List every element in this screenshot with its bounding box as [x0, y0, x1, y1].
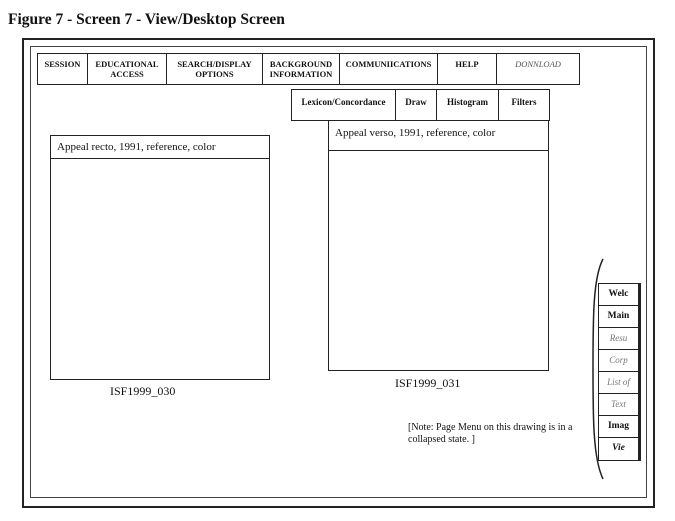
- menu-educational-access[interactable]: EDUCATIONAL ACCESS: [88, 54, 167, 84]
- page-menu-item-main[interactable]: Main: [599, 306, 638, 328]
- page-menu-item-text[interactable]: Text: [599, 394, 638, 416]
- menu-search-display-options[interactable]: SEARCH/DISPLAY OPTIONS: [167, 54, 263, 84]
- page-menu-item-results[interactable]: Resu: [599, 328, 638, 350]
- image-window-left-title: Appeal recto, 1991, reference, color: [51, 136, 269, 159]
- image-left-caption: ISF1999_030: [110, 384, 176, 398]
- page-menu-item-view[interactable]: Vie: [612, 443, 625, 453]
- menu-help[interactable]: HELP: [438, 54, 497, 84]
- figure-title: Figure 7 - Screen 7 - View/Desktop Screen: [8, 11, 285, 28]
- page-menu-item-list-of[interactable]: List of: [599, 372, 638, 394]
- menu-download[interactable]: DONNLOAD: [515, 59, 561, 69]
- image-window-right-title: Appeal verso, 1991, reference, color: [329, 121, 548, 151]
- image-window-left[interactable]: [50, 135, 270, 380]
- menu-session[interactable]: SESSION: [38, 54, 88, 84]
- menu-background-information[interactable]: BACKGROUND INFORMATION: [263, 54, 340, 84]
- image-toolbar: [291, 89, 550, 121]
- page-menu-item-welcome[interactable]: Welc: [599, 284, 638, 306]
- tool-lexicon-concordance[interactable]: Lexicon/Concordance: [292, 90, 396, 120]
- drawing-note: [Note: Page Menu on this drawing is in a collapsed state. ]: [408, 422, 573, 445]
- page-menu-item-image[interactable]: Imag: [599, 416, 638, 438]
- menu-communications[interactable]: COMMUNIICATIONS: [340, 54, 438, 84]
- image-window-right[interactable]: [328, 120, 549, 371]
- tool-histogram[interactable]: Histogram: [437, 90, 499, 120]
- tool-draw[interactable]: Draw: [396, 90, 437, 120]
- main-menubar: [37, 53, 580, 85]
- tool-filters[interactable]: Filters: [511, 97, 537, 107]
- image-right-caption: ISF1999_031: [395, 376, 461, 390]
- page-menu-collapsed: [598, 283, 641, 461]
- page-menu-item-corpus[interactable]: Corp: [599, 350, 638, 372]
